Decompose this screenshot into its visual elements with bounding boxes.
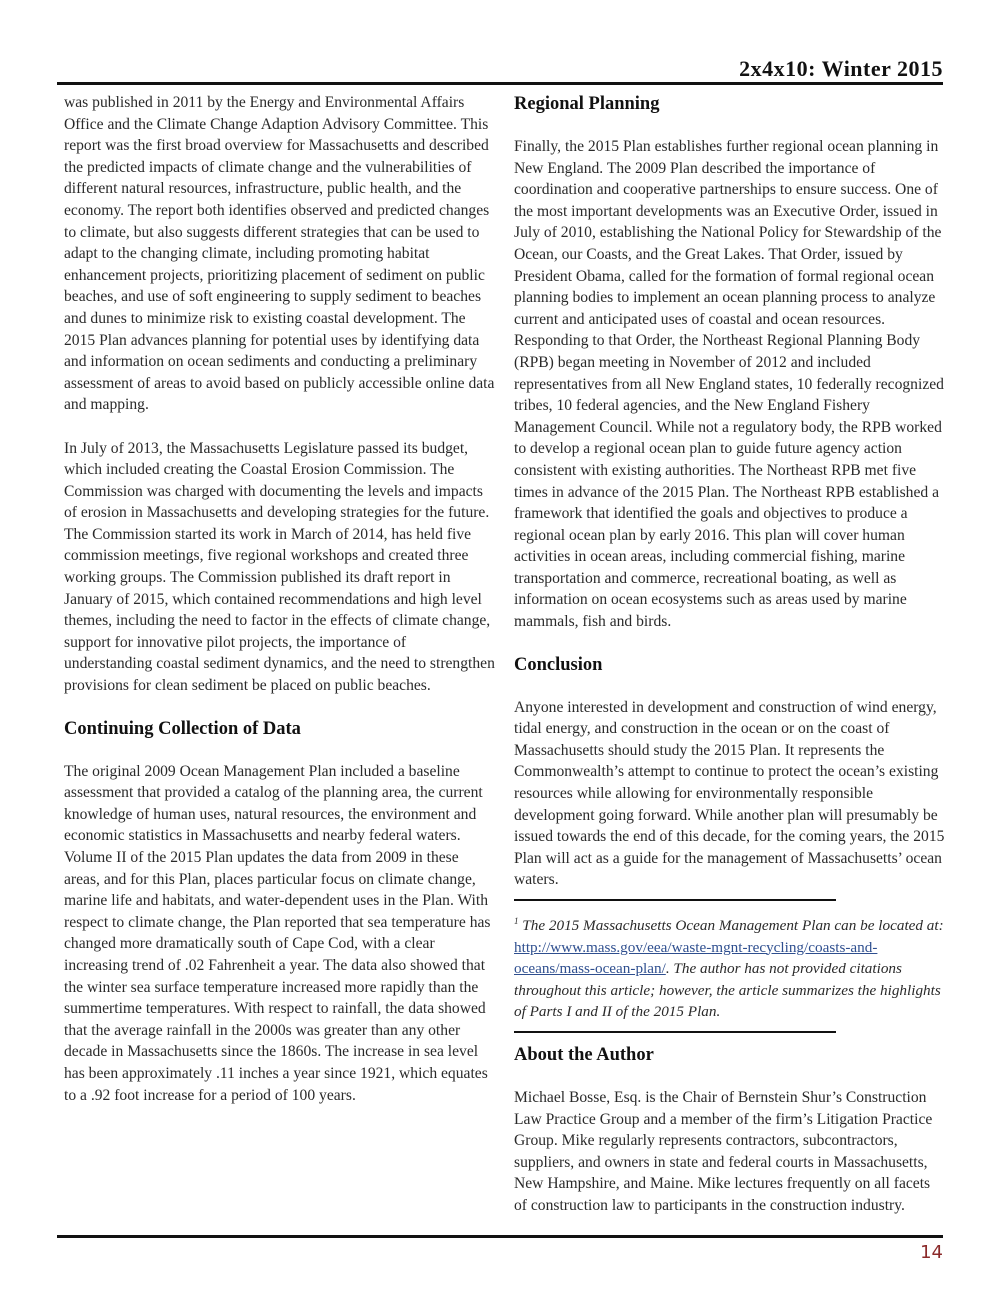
body-paragraph: Michael Bosse, Esq. is the Chair of Bernstein Shur’s Construction Law Practice Group and a member of the firm’s Litigation Practice Group. Mike regularly represents contractors, subcontractors, suppliers, and owners in state and federal courts in Massachusetts, New Hampshire, and Maine. Mike lectures frequently on all facets of construction law to participants in the construction industry.	[514, 1088, 933, 1214]
footer-rule	[57, 1235, 943, 1238]
left-column	[64, 92, 496, 1106]
body-paragraph: Finally, the 2015 Plan establishes further regional ocean planning in New England. The 2009 Plan described the importance of coordination and cooperative partnerships to ensure success. One of the most important developments was an Executive Order, issued in July of 2010, establishing the National Policy for Stewardship of the Ocean, our Coasts, and the Great Lakes. That Order, issued by President Obama, called for the formation of formal regional ocean planning bodies to implement an ocean planning process to analyze current and anticipated uses of coastal and ocean resources. Responding to that Order, the Northeast Regional Planning Body (RPB) began meeting in November of 2012 and included representatives from all New England states, 10 federally recognized tribes, 10 federal agencies, and the New England Fishery Management Council. While not a regulatory body, the RPB worked to develop a regional ocean plan to guide future agency action consistent with existing authorities. The Northeast RPB met five times in advance of the 2015 Plan. The Northeast RPB established a framework that identified the goals and objectives to produce a regional ocean plan by early 2016. This plan will cover human activities in ocean areas, including commercial fishing, marine transportation and commerce, recreational boating, as well as information on ocean ecosystems such as areas used by marine mammals, fish and birds.	[514, 138, 944, 631]
section-heading-conclusion: Conclusion	[514, 654, 603, 675]
body-paragraph: Anyone interested in development and construction of wind energy, tidal energy, and construction in the ocean or on the coast of Massachusetts should study the 2015 Plan. It represents the Commonwealth’s attempt to continue to protect the ocean’s existing resources while allowing for environmentally responsible development going forward. While another plan will presumably be issued towards the end of this decade, for the coming years, the 2015 Plan will act as a guide for the management of Massachusetts’ ocean waters.	[514, 698, 945, 889]
footnote-text: The 2015 Massachusetts Ocean Management Plan can be located at:	[518, 917, 944, 934]
plan-link[interactable]: http://www.mass.gov/eea/waste-mgnt-recycling/coasts-and-oceans/mass-ocean-plan/	[514, 938, 878, 978]
header-rule	[57, 82, 943, 85]
section-heading-about-author: About the Author	[514, 1044, 654, 1065]
body-paragraph: The original 2009 Ocean Management Plan included a baseline assessment that provided a catalog of the planning area, the current knowledge of human uses, natural resources, the environment and economic statistics in Massachusetts and nearby federal waters. Volume II of the 2015 Plan updates the data from 2009 in these areas, and for this Plan, places particular focus on climate change, marine life and habitats, and water-dependent uses in the Plan. With respect to climate change, the Plan reported that sea temperature has changed more dramatically south of Cape Cod, with a clear increasing trend of .02 Fahrenheit a year. The data also showed that the winter sea surface temperature increased more rapidly than the summertime temperatures. With respect to rainfall, the data showed that the average rainfall in the 2000s was greater than any other decade in Massachusetts since the 1860s. The increase in sea level has been approximately .11 inches a year since 1921, which equates to a .92 foot increase for a period of 100 years.	[64, 762, 491, 1104]
footnote-text: . The author has not provided citations throughout this article; however, the article summarizes the highlights of Parts I and II of the 2015 Plan.	[514, 960, 941, 1021]
section-heading-continuing-collection: Continuing Collection of Data	[64, 718, 301, 739]
section-heading-regional-planning: Regional Planning	[514, 94, 660, 114]
footnote-rule-bottom	[514, 1031, 836, 1033]
footnote-marker: 1	[514, 916, 519, 926]
page-number: 14	[920, 1242, 943, 1263]
body-paragraph: was published in 2011 by the Energy and Environmental Affairs Office and the Climate Change Adaption Advisory Committee. This report was the first broad overview for Massachusetts and described the predicted impacts of climate change and the vulnerabilities of different natural resources, infrastructure, public health, and the economy. The report both identifies observed and predicted changes to climate, but also suggests different strategies that can be used to adapt to the changing climate, including promoting habitat enhancement projects, prioritizing placement of sediment on public beaches, and use of soft engineering to supply sediment to beaches and dunes to minimize risk to existing coastal development. The 2015 Plan advances planning for potential uses by identifying data and information on ocean sediments and conducting a preliminary assessment of areas to avoid based on publicly accessible online data and mapping.	[64, 94, 495, 414]
newsletter-title: 2x4x10: Winter 2015	[739, 56, 943, 81]
footnote	[514, 911, 946, 1023]
footnote-rule-top	[514, 899, 836, 901]
right-column	[514, 92, 946, 1217]
body-paragraph: In July of 2013, the Massachusetts Legislature passed its budget, which included creating the Coastal Erosion Commission. The Commission was charged with documenting the levels and impacts of erosion in Massachusetts and developing strategies for the future. The Commission started its work in March of 2014, has held five commission meetings, five regional workshops and created three working groups. The Commission published its draft report in January of 2015, which contained recommendations and high level themes, including the need to factor in the effects of climate change, support for innovative pilot projects, the importance of understanding coastal sediment dynamics, and the need to strengthen provisions for clean sediment be placed on public beaches.	[64, 439, 495, 695]
